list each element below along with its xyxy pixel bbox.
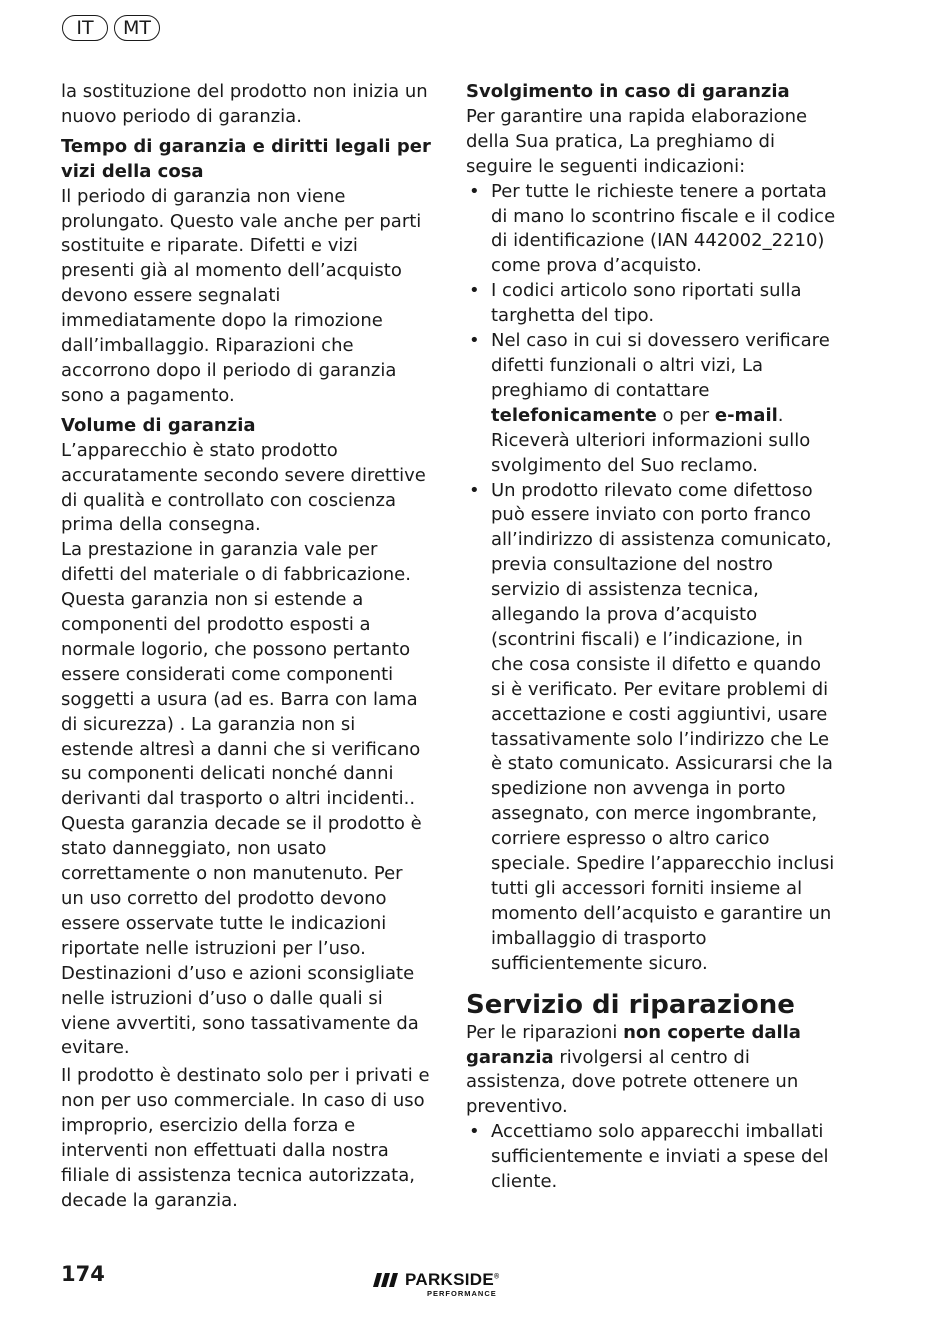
brand-registered: ®: [494, 1273, 500, 1281]
bullet-3-text-e: . Riceverà ulteriori informazioni sullo svolgimento del Suo reclamo.: [491, 404, 811, 476]
heading-tempo-garanzia: Tempo di garanzia e diritti legali per vizi della cosa: [61, 135, 431, 182]
brand-slashes-icon: [372, 1271, 400, 1289]
bullet-3-text-c: o per: [656, 404, 715, 426]
bullet-3-bold-phone: telefonicamente: [491, 404, 657, 426]
brand-name: [405, 1270, 499, 1290]
heading-volume-garanzia: Volume di garanzia: [61, 414, 256, 436]
volume-paragraph-4: Il prodotto è destinato solo per i privati e non per uso commerciale. In caso di uso improprio, esercizio della forza e interventi non effettuati dalla nostra filiale di assistenza tecnica autorizzata, decade la garanzia.: [61, 1065, 430, 1211]
list-item: • Un prodotto rilevato come difettoso può essere inviato con porto franco all’indirizzo di assistenza comunicato, previa consultazione del nostro servizio di assistenza tecnica, allegando la prova d’acquisto (scontrini fiscali) e l’indicazione, in che cosa consiste il difetto e quando si è verificato. Per evitare problemi di accettazione e costi aggiuntivi, usare tassativamente solo l’indirizzo che Le è stato comunicato. Assicurarsi che la spedizione non avvenga in porto assegnato, con merce ingombrante, corriere espresso o altro carico speciale. Spedire l’apparecchio inclusi tutti gli accessori forniti insieme al momento dell’acquisto e garantire un imballaggio di trasporto sufficientemente sicuro.: [466, 479, 836, 977]
servizio-list: [466, 1120, 836, 1195]
bullet-3-bold-email: e-mail: [714, 404, 778, 426]
lang-badge-mt: MT: [114, 15, 160, 41]
page-number: 174: [61, 1262, 105, 1286]
heading-servizio-riparazione: Servizio di riparazione: [466, 989, 795, 1020]
brand-word: PARKSIDE: [405, 1270, 494, 1289]
servizio-paragraph: [466, 1021, 836, 1121]
list-item: • I codici articolo sono riportati sulla targhetta del tipo.: [466, 279, 836, 329]
list-item: • Per tutte le richieste tenere a portata di mano lo scontrino fiscale e il codice di identificazione (IAN 442002_2210) come prova d’acquisto.: [466, 180, 836, 280]
servizio-text-a: Per le riparazioni: [466, 1021, 624, 1043]
list-item: • Accettiamo solo apparecchi imballati sufficientemente e inviati a spese del cliente.: [466, 1120, 836, 1195]
volume-paragraph-2: La prestazione in garanzia vale per difetti del materiale o di fabbricazione. Questa garanzia non si estende a componenti del prodotto esposti a normale logorio, che possono pertanto essere considerati come componenti soggetti a usura (ad es. Barra con lama di sicurezza) . La garanzia non si estende altresì a danni che si verificano su componenti delicati nonché danni derivanti dal trasporto o altri incidenti..: [61, 539, 421, 810]
volume-paragraph-1: L’apparecchio è stato prodotto accuratamente secondo severe direttive di qualità e controllato con coscienza prima della consegna.: [61, 439, 426, 536]
bullet-3-text-a: Nel caso in cui si dovessero verificare difetti funzionali o altri vizi, La preghiamo di contattare: [491, 330, 830, 401]
volume-paragraph-3: Questa garanzia decade se il prodotto è stato danneggiato, non usato correttamente o non manutenuto. Per un uso corretto del prodotto devono essere osservate tutte le indicazioni riportate nelle istruzioni per l’uso. Destinazioni d’uso e azioni sconsigliate nelle istruzioni d’uso o dalle quali si viene avvertiti, sono tassativamente da evitare.: [61, 813, 422, 1059]
left-column: [61, 80, 431, 1214]
language-badges: [62, 15, 160, 41]
intro-paragraph: la sostituzione del prodotto non inizia un nuovo periodo di garanzia.: [61, 81, 428, 127]
right-column: [466, 80, 836, 1195]
brand-subline: PERFORMANCE: [427, 1289, 497, 1298]
tempo-paragraph: Il periodo di garanzia non viene prolungato. Questo vale anche per parti sostituite e riparate. Difetti e vizi presenti già al momento dell’acquisto devono essere segnalati immediatamente dopo la rimozione dall’imballaggio. Riparazioni che accorrono dopo il periodo di garanzia sono a pagamento.: [61, 185, 422, 406]
lang-badge-it: IT: [62, 15, 108, 41]
svolgimento-paragraph: Per garantire una rapida elaborazione della Sua pratica, La preghiamo di seguire le seguenti indicazioni:: [466, 105, 808, 177]
servizio-text-c: rivolgersi al centro di assistenza, dove potrete ottenere un preventivo.: [466, 1046, 799, 1118]
svolgimento-list: [466, 180, 836, 977]
parkside-logo: [372, 1270, 522, 1304]
servizio-bold: non coperte dalla garanzia: [466, 1021, 801, 1068]
list-item: [466, 329, 836, 478]
heading-svolgimento: Svolgimento in caso di garanzia: [466, 81, 790, 102]
